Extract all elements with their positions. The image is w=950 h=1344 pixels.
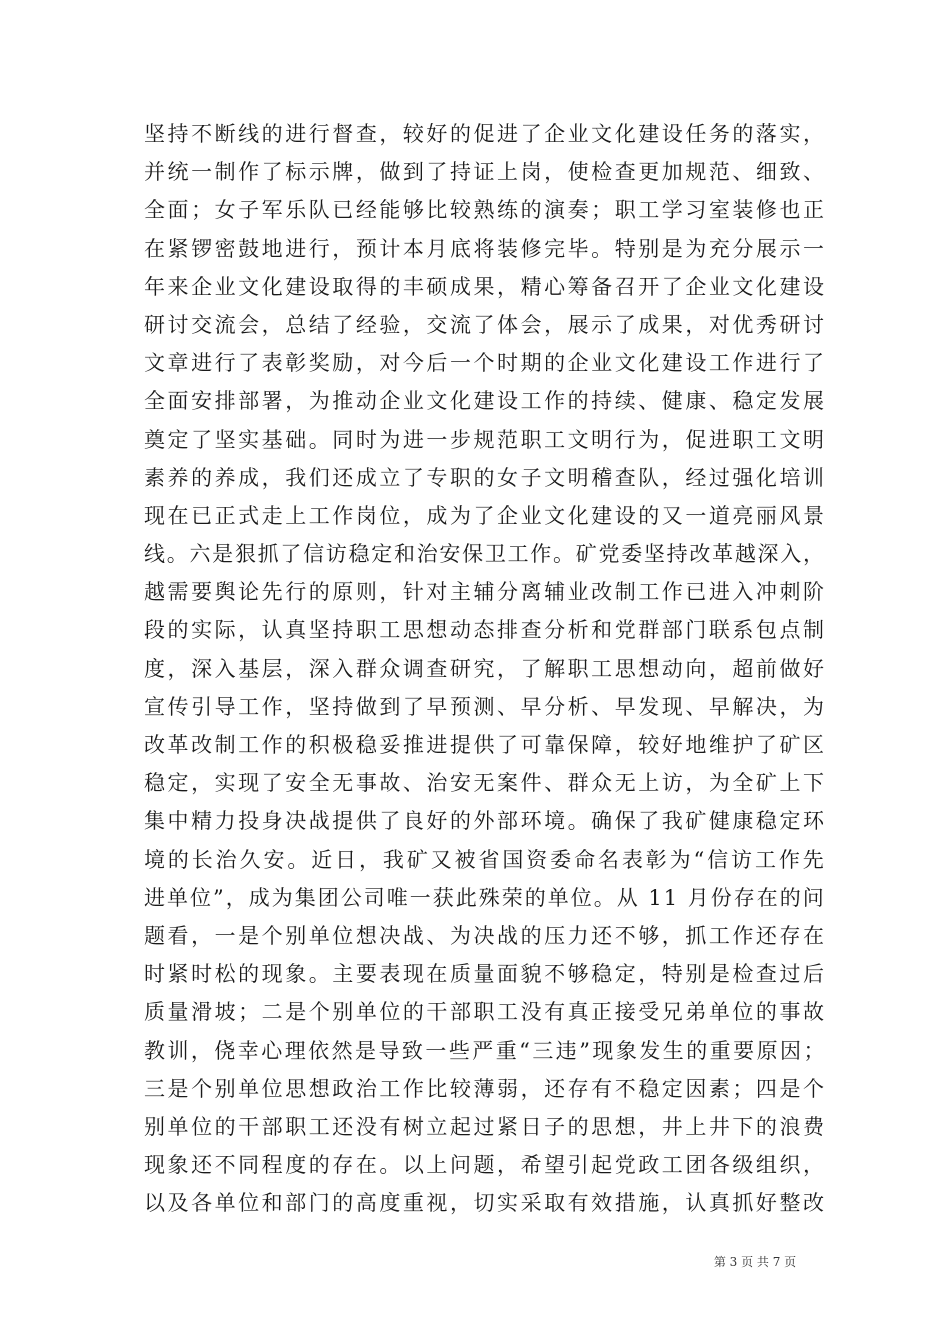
text-line: 全面安排部署，为推动企业文化建设工作的持续、健康、稳定发展 [144,389,827,414]
text-line: 越需要舆论先行的原则，针对主辅分离辅业改制工作已进入冲刺阶 [144,580,827,605]
text-line: 质量滑坡；二是个别单位的干部职工没有真正接受兄弟单位的事故 [144,1000,827,1025]
text-line: 别单位的干部职工还没有树立起过紧日子的思想，井上井下的浪费 [144,1114,827,1139]
text-line: 教训，侥幸心理依然是导致一些严重“三违”现象发生的重要原因； [144,1038,827,1063]
text-line: 稳定，实现了安全无事故、治安无案件、群众无上访，为全矿上下 [144,771,827,796]
text-line: 在紧锣密鼓地进行，预计本月底将装修完毕。特别是为充分展示一 [144,236,827,261]
text-line: 现象还不同程度的存在。以上问题，希望引起党政工团各级组织， [144,1153,827,1178]
text-line: 度，深入基层，深入群众调查研究，了解职工思想动向，超前做好 [144,656,827,681]
text-line: 时紧时松的现象。主要表现在质量面貌不够稳定，特别是检查过后 [144,962,827,987]
text-line: 研讨交流会，总结了经验，交流了体会，展示了成果，对优秀研讨 [144,312,827,337]
text-line: 年来企业文化建设取得的丰硕成果，精心筹备召开了企业文化建设 [144,274,827,299]
text-line: 进单位”，成为集团公司唯一获此殊荣的单位。从 11 月份存在的问 [144,885,826,910]
text-line: 并统一制作了标示牌，做到了持证上岗，使检查更加规范、细致、 [144,160,827,185]
text-line: 集中精力投身决战提供了良好的外部环境。确保了我矿健康稳定环 [144,809,827,834]
text-line: 现在已正式走上工作岗位，成为了企业文化建设的又一道亮丽风景 [144,503,827,528]
text-line: 段的实际，认真坚持职工思想动态排查分析和党群部门联系包点制 [144,618,827,643]
text-line: 奠定了坚实基础。同时为进一步规范职工文明行为，促进职工文明 [144,427,827,452]
text-line: 境的长治久安。近日，我矿又被省国资委命名表彰为“信访工作先 [144,847,827,872]
text-line: 宣传引导工作，坚持做到了早预测、早分析、早发现、早解决，为 [144,694,827,719]
page-number-footer: 第 3 页 共 7 页 [713,1255,797,1269]
body-paragraph [144,122,827,1231]
text-line: 素养的养成，我们还成立了专职的女子文明稽查队，经过强化培训 [144,465,827,490]
text-line: 题看，一是个别单位想决战、为决战的压力还不够，抓工作还存在 [144,923,827,948]
text-line: 三是个别单位思想政治工作比较薄弱，还存有不稳定因素；四是个 [144,1076,827,1101]
text-line: 坚持不断线的进行督查，较好的促进了企业文化建设任务的落实， [144,122,827,146]
text-line: 文章进行了表彰奖励，对今后一个时期的企业文化建设工作进行了 [144,351,827,376]
text-line: 线。六是狠抓了信访稳定和治安保卫工作。矿党委坚持改革越深入， [144,542,826,567]
text-line: 全面；女子军乐队已经能够比较熟练的演奏；职工学习室装修也正 [144,198,827,223]
text-line: 以及各单位和部门的高度重视，切实采取有效措施，认真抓好整改 [144,1191,827,1216]
text-line: 改革改制工作的积极稳妥推进提供了可靠保障，较好地维护了矿区 [144,733,827,757]
